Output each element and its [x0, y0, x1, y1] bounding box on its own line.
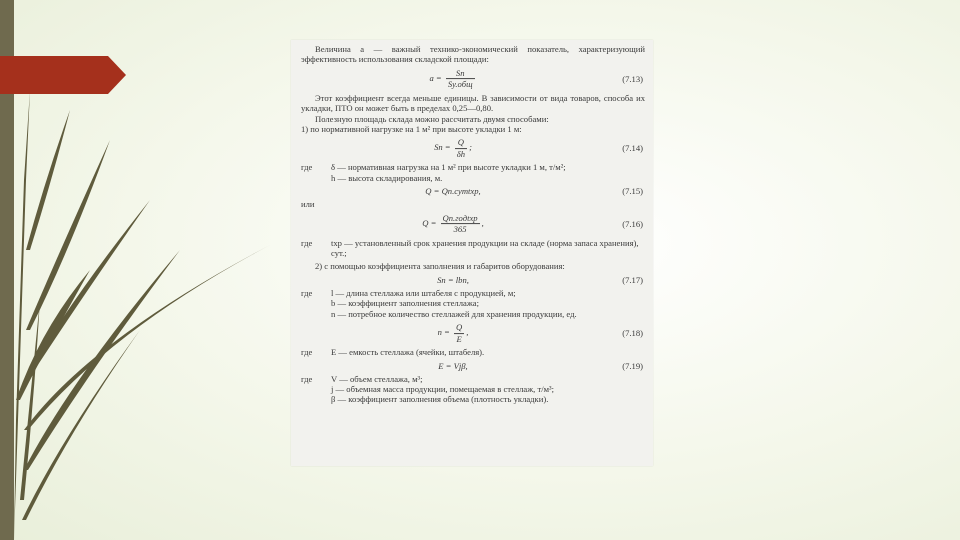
definition-lead: где — [301, 237, 313, 248]
formula-7-15 — [301, 184, 645, 198]
definition-lead: где — [301, 347, 313, 358]
definition-text: V — объем стеллажа, м³; — [331, 373, 423, 384]
definition-lead: где — [301, 373, 313, 384]
scanned-page — [291, 40, 653, 466]
formula-7-17-expr: Sп = lbn, — [437, 274, 469, 285]
formula-7-14-tail: ; — [469, 142, 472, 153]
formula-7-18 — [301, 320, 645, 346]
formula-7-16-lhs: Q = — [422, 217, 437, 228]
definition-text: l — длина стеллажа или штабеля с продукцией, м; — [331, 287, 516, 298]
title-arrow-tab — [0, 56, 126, 94]
formula-7-14 — [301, 135, 645, 161]
method-1-paragraph: 1) по нормативной нагрузке на 1 м² при высоте укладки 1 м: — [301, 124, 522, 135]
formula-7-19-expr: E = Vjβ, — [438, 360, 468, 371]
formula-7-13-lhs: a = — [429, 72, 442, 83]
or-label: или — [301, 199, 315, 210]
formula-7-17-number: (7.17) — [622, 274, 643, 285]
definition-lead: где — [301, 162, 313, 173]
formula-7-14-number: (7.14) — [622, 143, 643, 154]
formula-7-18-tail: , — [466, 327, 469, 338]
formula-7-13-denominator: Sу.общ — [447, 79, 473, 90]
formula-7-18-numerator: Q — [456, 322, 463, 333]
formula-7-14-lhs: Sп = — [434, 142, 451, 153]
formula-7-19 — [301, 359, 645, 373]
formula-7-19-number: (7.19) — [622, 360, 643, 371]
formula-7-16-number: (7.16) — [622, 218, 643, 229]
definition-v — [301, 374, 645, 384]
formula-7-13 — [301, 66, 645, 92]
definition-lead: где — [301, 287, 313, 298]
intro-paragraph: Величина a — важный технико-экономический показатель, характеризующий эффективность использования складской площади: — [301, 44, 645, 65]
formula-7-16-denominator: 365 — [453, 224, 467, 235]
definition-h: h — высота складирования, м. — [331, 172, 443, 183]
formula-7-18-number: (7.18) — [622, 327, 643, 338]
formula-7-17 — [301, 273, 645, 287]
method-2-paragraph: 2) с помощью коэффициента заполнения и габаритов оборудования: — [315, 261, 565, 272]
definition-n: n — потребное количество стеллажей для хранения продукции, ед. — [331, 308, 577, 319]
formula-7-18-lhs: n = — [437, 327, 450, 338]
methods-paragraph: Полезную площадь склада можно рассчитать двумя способами: — [315, 113, 549, 124]
formula-7-15-number: (7.15) — [622, 186, 643, 197]
definition-j: j — объемная масса продукции, помещаемая в стеллаж, т/м³; — [331, 383, 555, 394]
definition-text: δ — нормативная нагрузка на 1 м² при высоте укладки 1 м, т/м²; — [331, 162, 566, 173]
formula-7-13-number: (7.13) — [622, 73, 643, 84]
definition-text: tхр — установленный срок хранения продукции на складе (норма запаса хранения), сут.; — [331, 237, 639, 259]
definition-text: E — емкость стеллажа (ячейки, штабеля). — [331, 347, 485, 358]
definition-t-storage — [301, 238, 645, 259]
coefficient-paragraph: Этот коэффициент всегда меньше единицы. В зависимости от вида товаров, способа их укладки, ПТО он может быть в пределах 0,25—0,80. — [301, 92, 645, 114]
definition-beta: β — коэффициент заполнения объема (плотность укладки). — [331, 394, 549, 405]
formula-7-14-denominator: δh — [456, 148, 466, 159]
formula-7-15-expr: Q = Qп.сутtхр, — [425, 186, 481, 197]
formula-7-16-tail: , — [481, 217, 484, 228]
definition-l — [301, 288, 645, 298]
definition-b: b — коэффициент заполнения стеллажа; — [331, 298, 479, 309]
formula-7-13-numerator: Sп — [446, 68, 475, 79]
formula-7-16-numerator: Qп.годtхр — [442, 212, 478, 223]
formula-7-14-numerator: Q — [455, 138, 467, 149]
formula-7-18-denominator: E — [456, 333, 462, 344]
definition-e — [301, 347, 645, 357]
formula-7-16 — [301, 211, 645, 237]
definition-delta — [301, 162, 645, 172]
